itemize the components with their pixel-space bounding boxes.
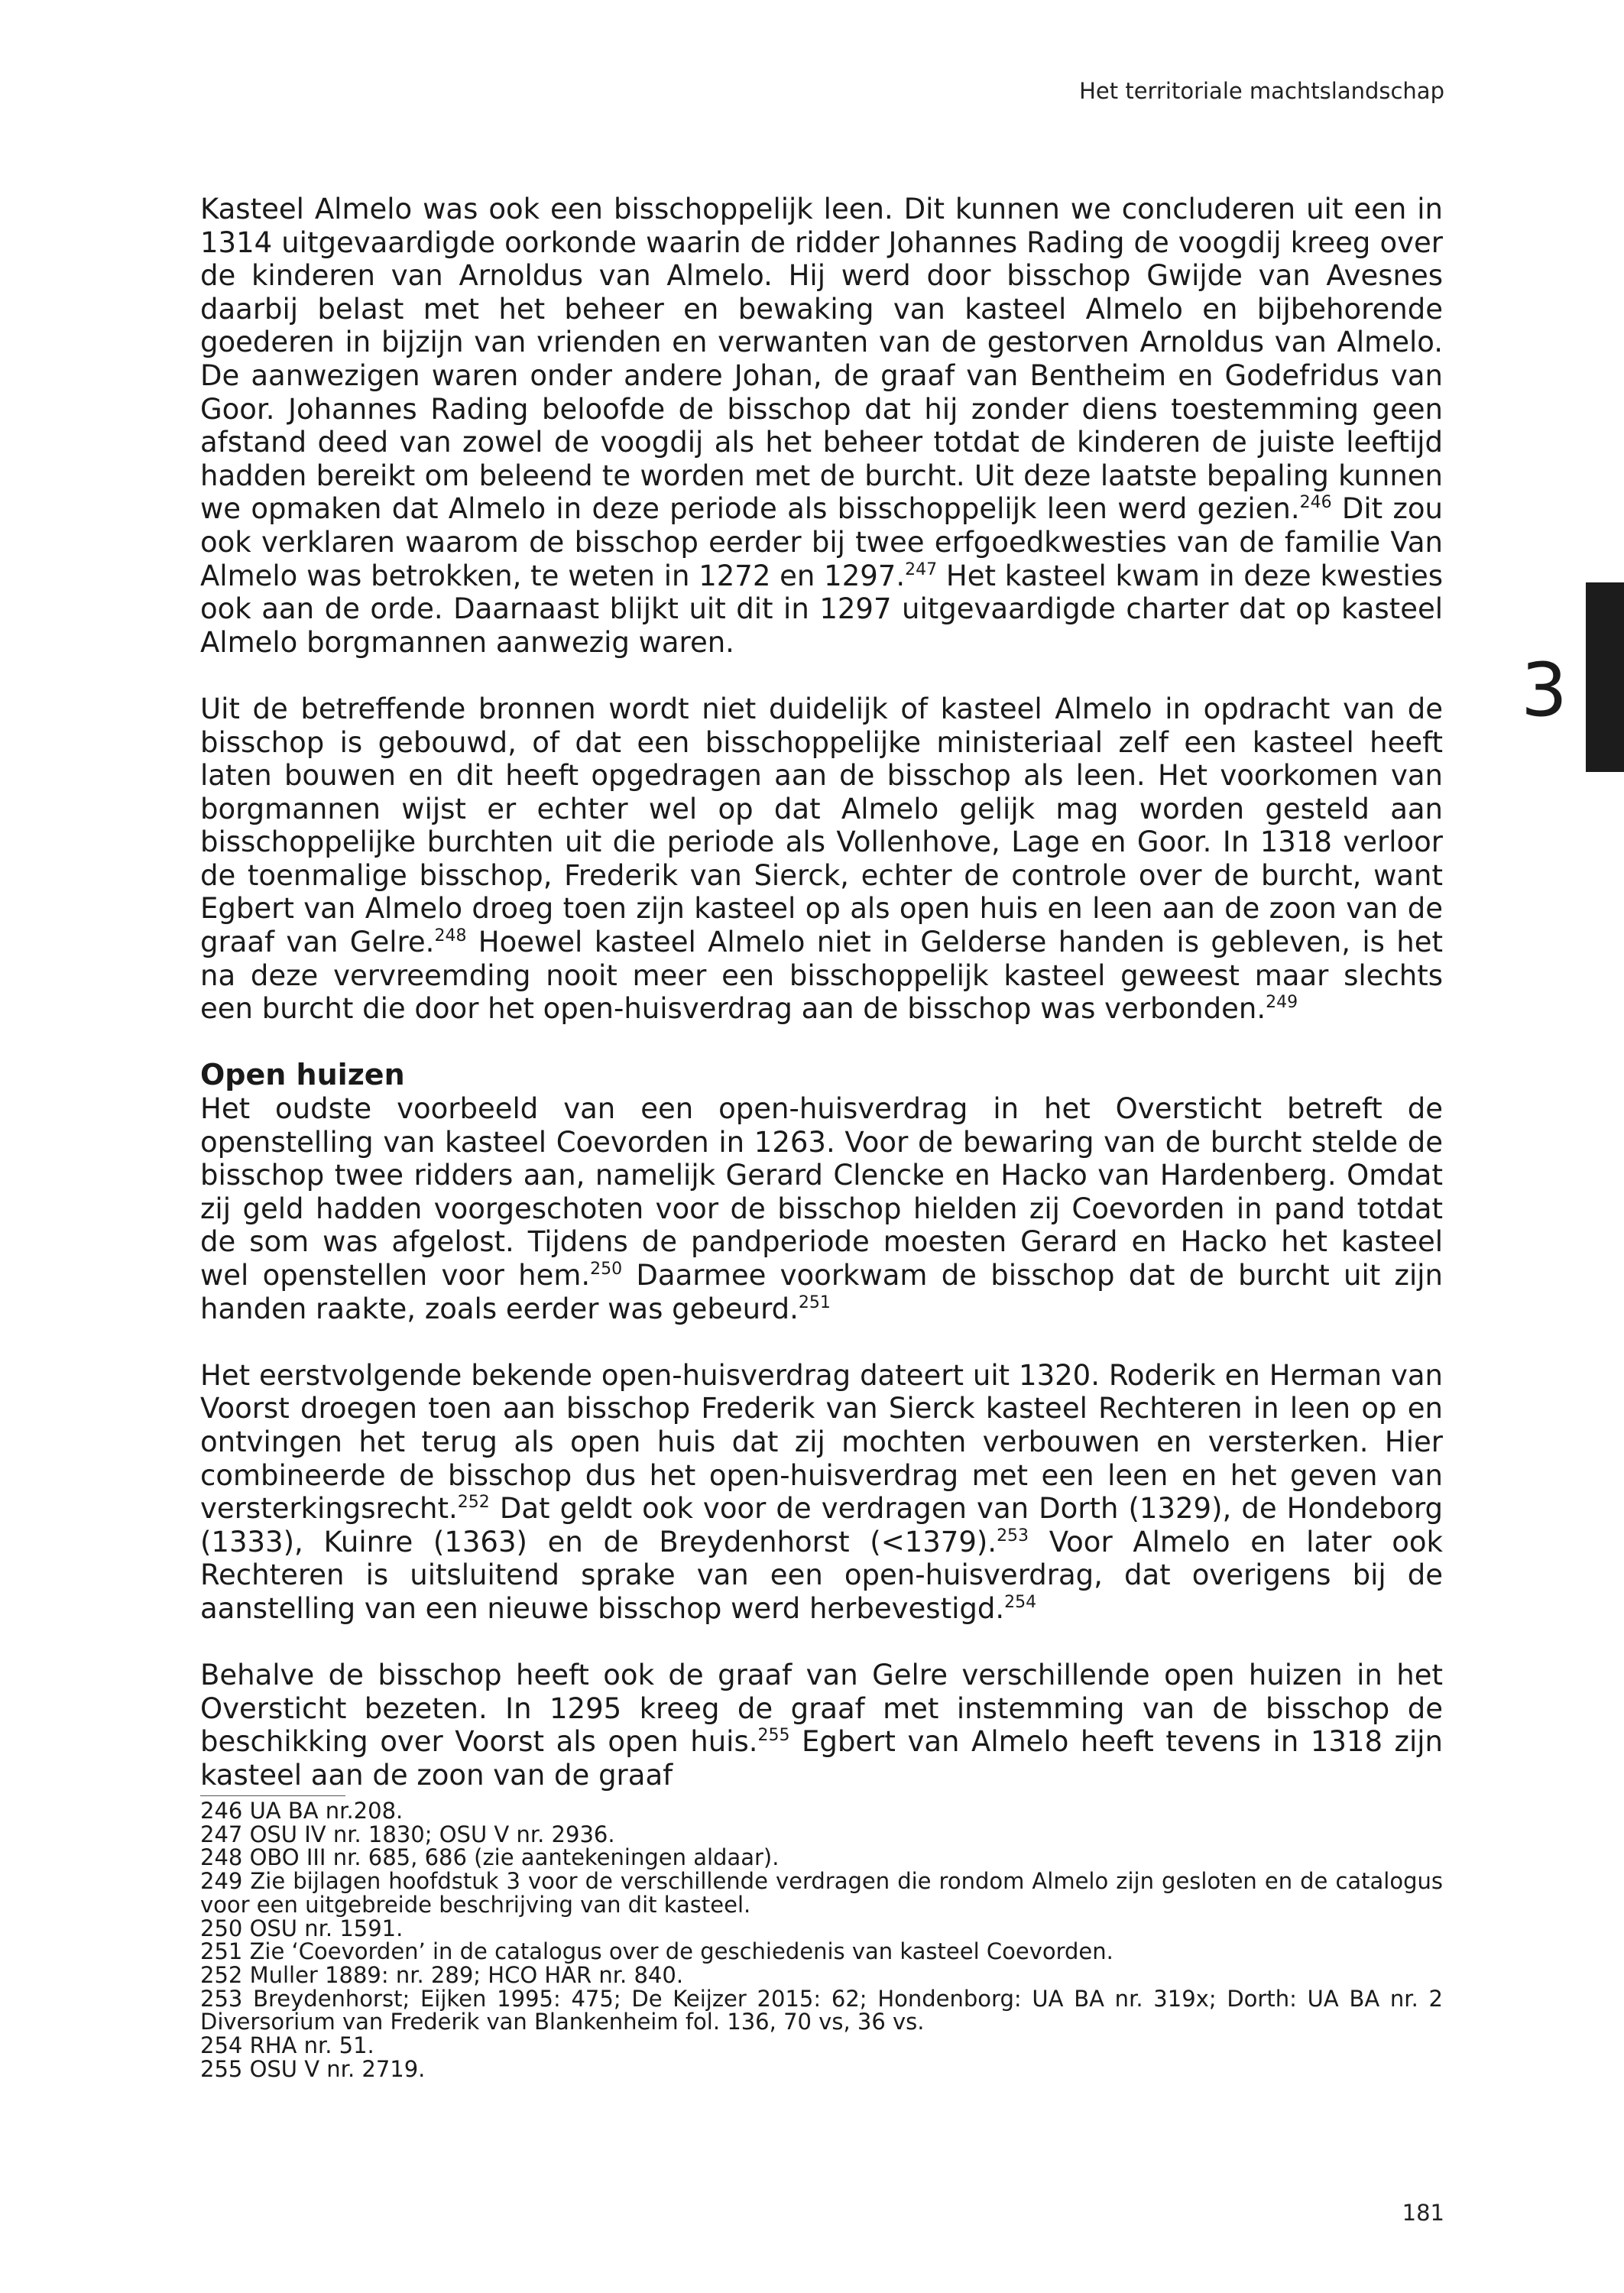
paragraph-text: Uit de betreffende bronnen wordt niet duidelijk of kasteel Almelo in opdracht van de bisschop is gebouwd, of dat een bisschoppelijke ministeriaal zelf een kasteel heeft laten bouwen en dit heeft opgedragen aan de bisschop als leen. Het voorkomen van borgmannen wijst er echter wel op dat Almelo gelijk mag worden gesteld aan bisschoppelijke burchten uit die periode als Vollenhove, Lage en Goor. In 1318 verloor de toenmalige bisschop, Frederik van Sierck, echter de controle over de burcht, want Egbert van Almelo droeg toen zijn kasteel op als open huis en leen aan de zoon van de graaf van Gelre. xyxy=(200,692,1443,959)
footnote-247: 247 OSU IV nr. 1830; OSU V nr. 2936. xyxy=(200,1821,615,1847)
page-number: 181 xyxy=(1402,2200,1444,2226)
footnote-ref-249[interactable]: 249 xyxy=(1266,993,1298,1013)
footnote-ref-250[interactable]: 250 xyxy=(590,1260,623,1279)
paragraph-text: Voor Almelo en later ook Rechteren is uitsluitend sprake van een open-huisverdrag, dat overigens bij de aanstelling van een nieuwe bisschop werd herbevestigd. xyxy=(200,1525,1443,1625)
paragraph-text: Dat geldt ook voor de verdragen van Dorth (1329), de Hondeborg (1333), Kuinre (1363) en de Breydenhorst (<1379). xyxy=(200,1492,1443,1558)
footnote-248: 248 OBO III nr. 685, 686 (zie aantekeningen aldaar). xyxy=(200,1844,780,1871)
paragraph-text: Het oudste voorbeeld van een open-huisverdrag in het Oversticht betreft de openstelling van kasteel Coevorden in 1263. Voor de bewaring van de burcht stelde de bisschop twee ridders aan, namelijk Gerard Clencke en Hacko van Hardenberg. Omdat zij geld hadden voorgeschoten voor de bisschop hielden zij Coevorden in pand totdat de som was afgelost. Tijdens de pandperiode moesten Gerard en Hacko het kasteel wel openstellen voor hem. xyxy=(200,1092,1443,1292)
footnote-ref-247[interactable]: 247 xyxy=(905,559,938,579)
paragraph-2 xyxy=(200,692,1443,1026)
chapter-tab xyxy=(1586,582,1624,772)
paragraph-3 xyxy=(200,1092,1443,1325)
body-text xyxy=(200,193,1443,1792)
footnote-252: 252 Muller 1889: nr. 289; HCO HAR nr. 840. xyxy=(200,1961,684,1988)
paragraph-5 xyxy=(200,1659,1443,1792)
paragraph-text: Dit zou ook verklaren waarom de bisschop eerder bij twee erfgoedkwesties van de familie Van Almelo was betrokken, te weten in 1272 en 1297. xyxy=(200,492,1443,592)
paragraph-4 xyxy=(200,1359,1443,1626)
footnote-ref-252[interactable]: 252 xyxy=(457,1493,490,1513)
running-head: Het territoriale machtslandschap xyxy=(1079,78,1444,104)
footnote-255: 255 OSU V nr. 2719. xyxy=(200,2055,426,2082)
footnote-ref-255[interactable]: 255 xyxy=(757,1726,790,1746)
paragraph-text: Egbert van Almelo heeft tevens in 1318 zijn kasteel aan de zoon van de graaf xyxy=(200,1725,1443,1792)
footnote-ref-254[interactable]: 254 xyxy=(1004,1592,1037,1612)
paragraph-text: Behalve de bisschop heeft ook de graaf van Gelre verschillende open huizen in het Oversticht bezeten. In 1295 kreeg de graaf met instemming van de bisschop de beschikking over Voorst als open huis. xyxy=(200,1659,1443,1759)
footnote-251: 251 Zie ‘Coevorden’ in de catalogus over de geschiedenis van kasteel Coevorden. xyxy=(200,1938,1113,1965)
footnote-ref-248[interactable]: 248 xyxy=(434,926,467,946)
footnotes xyxy=(200,1799,1443,2081)
footnote-249: 249 Zie bijlagen hoofdstuk 3 voor de verschillende verdragen die rondom Almelo zijn gesloten en de catalogus voor een uitgebreide beschrijving van dit kasteel. xyxy=(200,1868,1443,1918)
footnote-rule xyxy=(200,1795,345,1796)
footnote-254: 254 RHA nr. 51. xyxy=(200,2032,374,2059)
paragraph-text: Daarmee voorkwam de bisschop dat de burcht uit zijn handen raakte, zoals eerder was gebeurd. xyxy=(200,1259,1443,1325)
footnote-ref-251[interactable]: 251 xyxy=(798,1292,831,1312)
paragraph-text: Kasteel Almelo was ook een bisschoppelijk leen. Dit kunnen we concluderen uit een in 1314 uitgevaardigde oorkonde waarin de ridder Johannes Rading de voogdij kreeg over de kinderen van Arnoldus van Almelo. Hij werd door bisschop Gwijde van Avesnes daarbij belast met het beheer en bewaking van kasteel Almelo en bijbehorende goederen in bijzijn van vrienden en verwanten van de gestorven Arnoldus van Almelo. De aanwezigen waren onder andere Johan, de graaf van Bentheim en Godefridus van Goor. Johannes Rading beloofde de bisschop dat hij zonder diens toestemming geen afstand deed van zowel de voogdij als het beheer totdat de kinderen de juiste leeftijd hadden bereikt om beleend te worden met de burcht. Uit deze laatste bepaling kunnen we opmaken dat Almelo in deze periode als bisschoppelijk leen werd gezien. xyxy=(200,193,1443,526)
footnote-250: 250 OSU nr. 1591. xyxy=(200,1915,404,1941)
footnote-253: 253 Breydenhorst; Eijken 1995: 475; De Keijzer 2015: 62; Hondenborg: UA BA nr. 319x; Dorth: UA BA nr. 2 Diversorium van Frederik van Blankenheim fol. 136, 70 vs, 36 vs. xyxy=(200,1985,1443,2035)
paragraph-text: Het kasteel kwam in deze kwesties ook aan de orde. Daarnaast blijkt uit dit in 1297 uitgevaardigde charter dat op kasteel Almelo borgmannen aanwezig waren. xyxy=(200,559,1444,659)
paragraph-text: Het eerstvolgende bekende open-huisverdrag dateert uit 1320. Roderik en Herman van Voorst droegen toen aan bisschop Frederik van Sierck kasteel Rechteren in leen op en ontvingen het terug als open huis dat zij mochten verbouwen en versterken. Hier combineerde de bisschop dus het open-huisverdrag met een leen en het geven van versterkingsrecht. xyxy=(200,1358,1443,1526)
footnote-246: 246 UA BA nr.208. xyxy=(200,1798,404,1824)
section-heading: Open huizen xyxy=(200,1058,405,1092)
chapter-number: 3 xyxy=(1521,647,1568,733)
footnote-ref-246[interactable]: 246 xyxy=(1299,493,1332,513)
paragraph-text: Hoewel kasteel Almelo niet in Gelderse handen is gebleven, is het na deze vervreemding nooit meer een bisschoppelijk kasteel geweest maar slechts een burcht die door het open-huisverdrag aan de bisschop was verbonden. xyxy=(200,926,1443,1026)
paragraph-1 xyxy=(200,193,1443,659)
footnote-ref-253[interactable]: 253 xyxy=(997,1526,1029,1545)
